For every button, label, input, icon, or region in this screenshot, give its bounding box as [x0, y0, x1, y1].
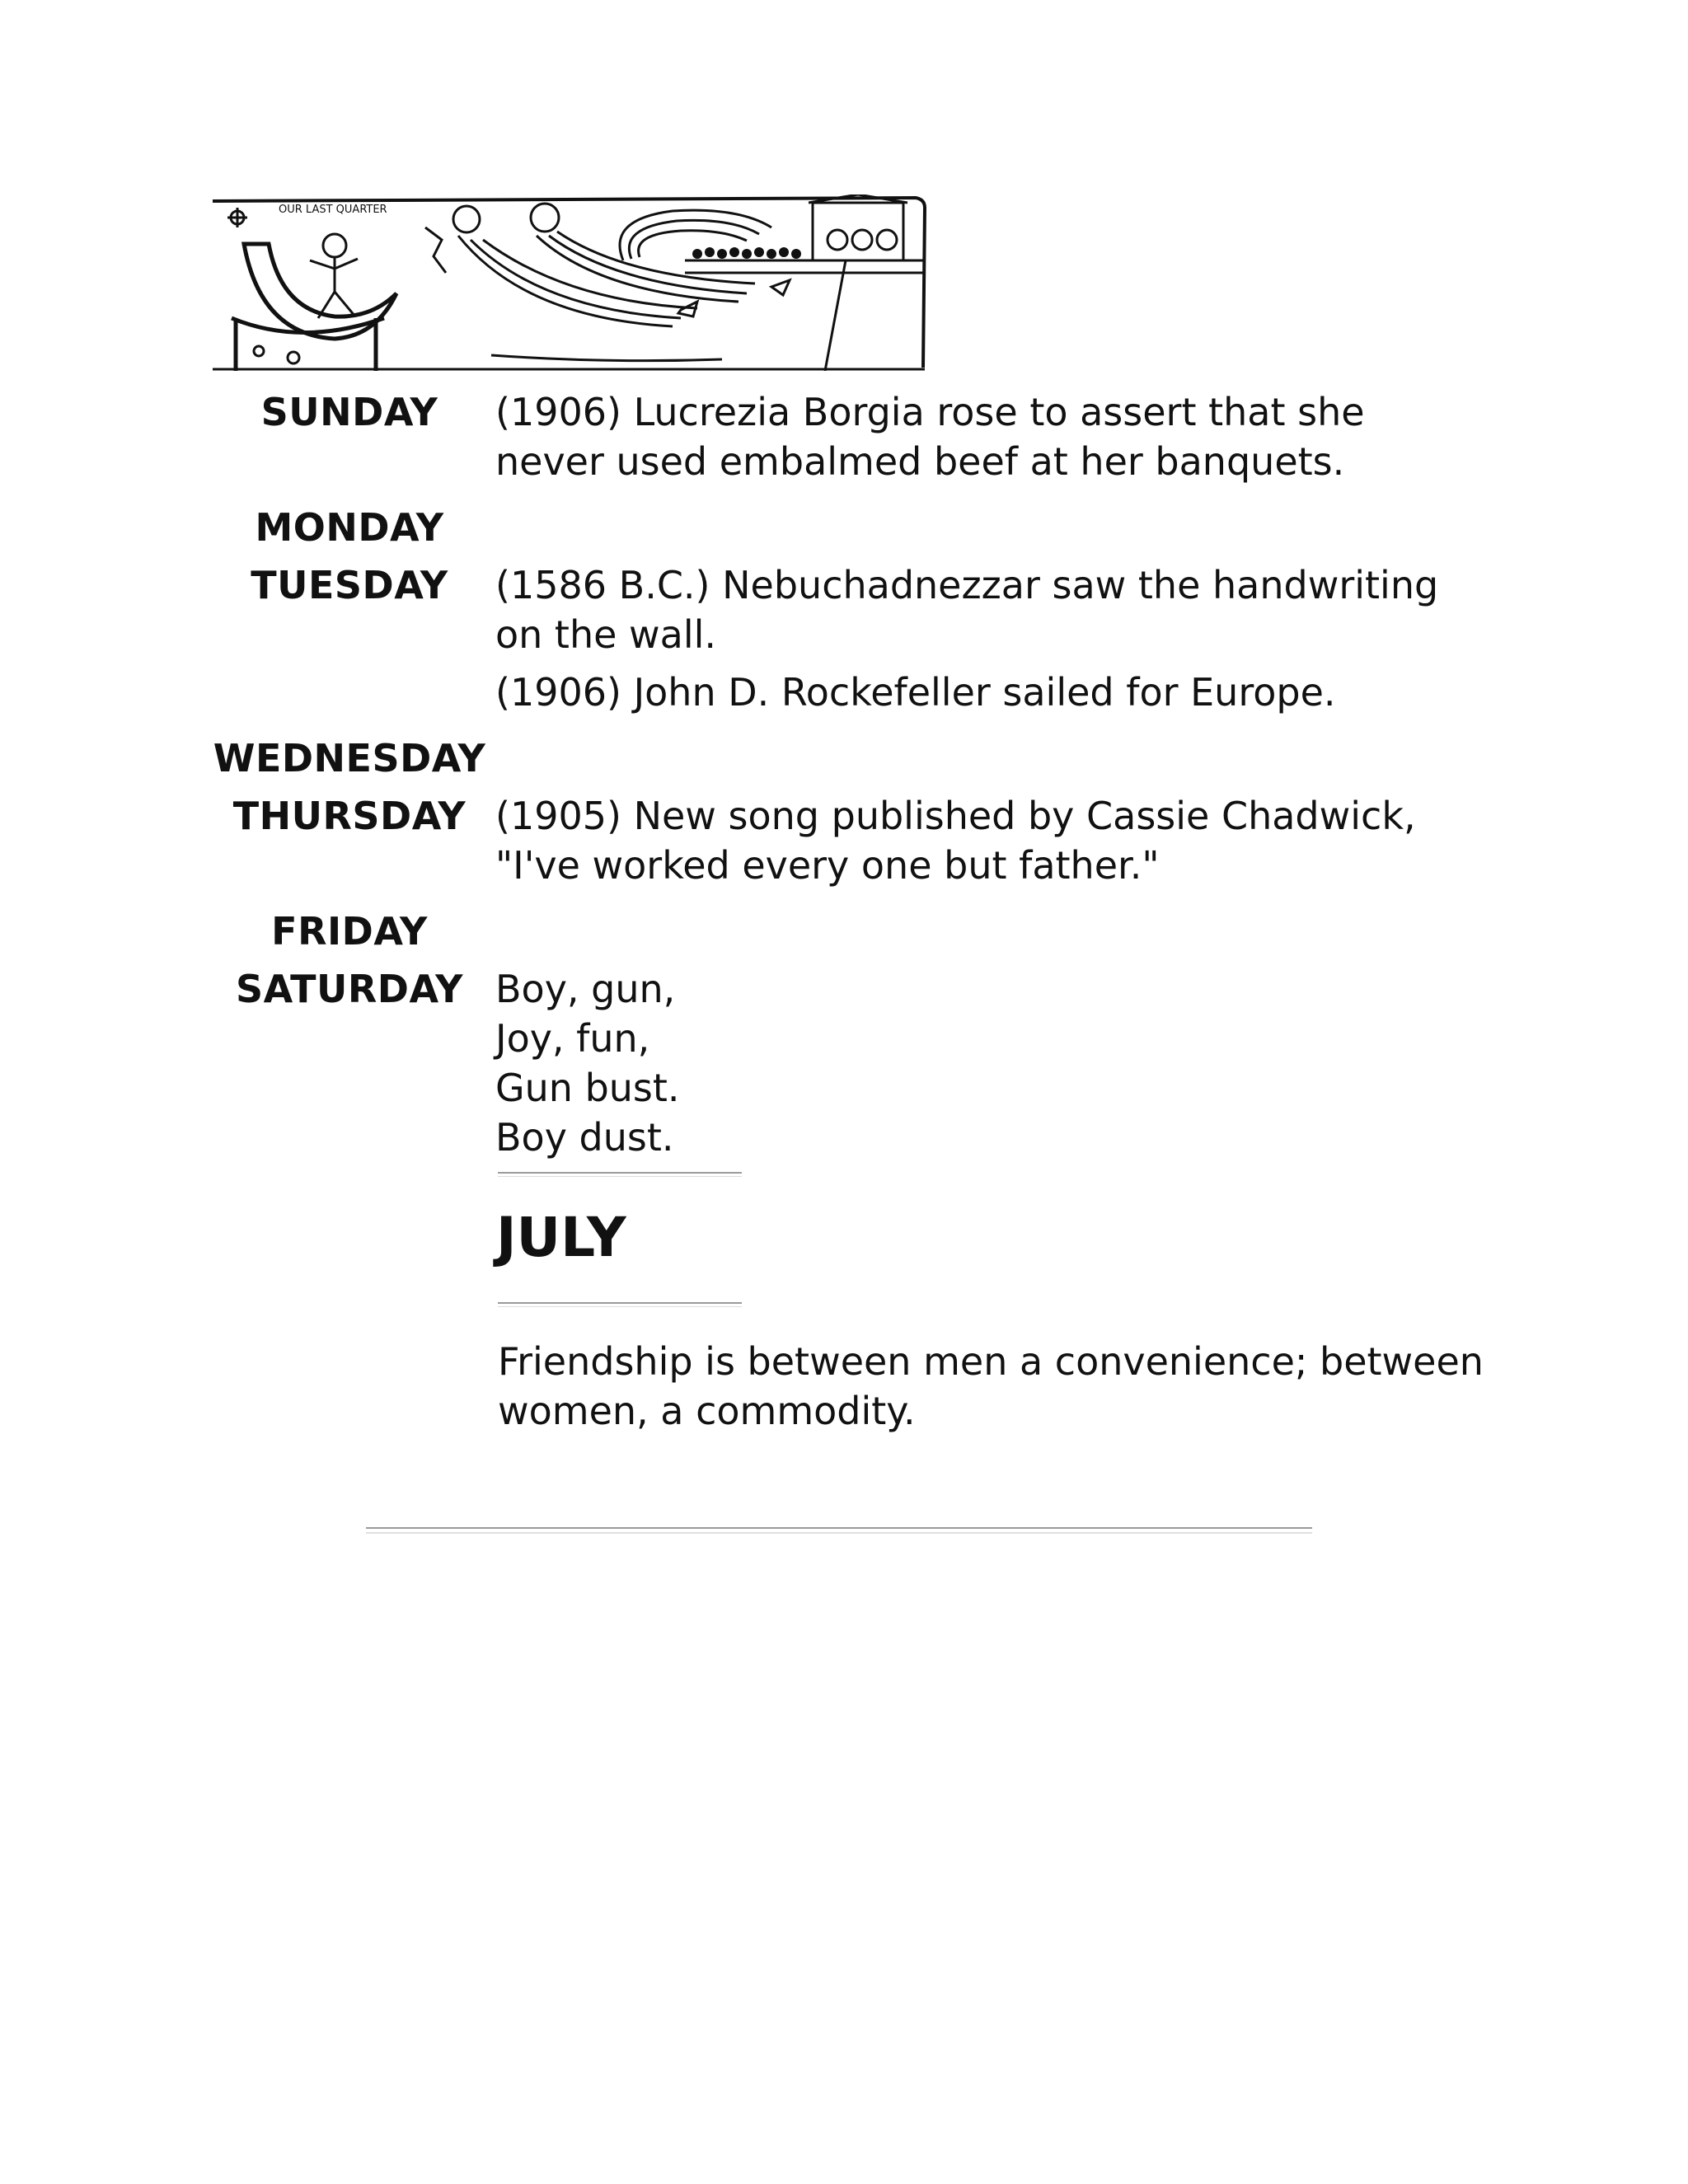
- calendar-entry: (1586 B.C.) Nebuchadnezzar saw the handwriting on the wall.: [495, 563, 1439, 657]
- verse-line: Boy dust.: [495, 1115, 674, 1160]
- calendar-row-monday: [211, 503, 1497, 552]
- calendar-row-saturday: [211, 964, 1497, 1162]
- day-label: SATURDAY: [235, 967, 463, 1011]
- verse-line: Gun bust.: [495, 1066, 680, 1110]
- calendar-row-friday: [211, 907, 1497, 956]
- calendar-entry: (1906) Lucrezia Borgia rose to assert that she never used embalmed beef at her banquets.: [495, 390, 1365, 484]
- calendar-row-thursday: [211, 791, 1497, 898]
- calendar-row-sunday: [211, 387, 1497, 494]
- verse-line: Joy, fun,: [495, 1016, 650, 1061]
- day-label: THURSDAY: [232, 794, 467, 838]
- day-label: WEDNESDAY: [213, 736, 486, 780]
- day-entries: [489, 791, 1468, 898]
- banner-illustration: [211, 194, 928, 371]
- calendar-row-tuesday: [211, 560, 1497, 725]
- divider: [498, 1172, 742, 1177]
- day-label: SUNDAY: [260, 390, 438, 434]
- calendar-row-wednesday: [211, 733, 1497, 783]
- day-label: TUESDAY: [251, 563, 448, 607]
- verse-line: Boy, gun,: [495, 967, 676, 1011]
- day-label: MONDAY: [255, 505, 444, 550]
- calendar-entry: (1905) New song published by Cassie Chadwick, "I've worked every one but father.": [495, 794, 1416, 888]
- month-title: JULY: [496, 1206, 626, 1269]
- moon-and-comets-illustration-icon: [211, 194, 928, 371]
- calendar-entry: (1906) John D. Rockefeller sailed for Europe.: [495, 670, 1336, 715]
- weekly-calendar: [211, 387, 1497, 1170]
- divider: [498, 1302, 742, 1307]
- page-divider: [366, 1527, 1312, 1534]
- day-label: FRIDAY: [271, 909, 428, 954]
- day-entries: [489, 560, 1468, 725]
- day-entries: [489, 387, 1468, 494]
- month-quote: Friendship is between men a convenience; between women, a commodity.: [498, 1339, 1484, 1433]
- banner-caption: OUR LAST QUARTER: [279, 204, 387, 216]
- verse: [489, 964, 1468, 1162]
